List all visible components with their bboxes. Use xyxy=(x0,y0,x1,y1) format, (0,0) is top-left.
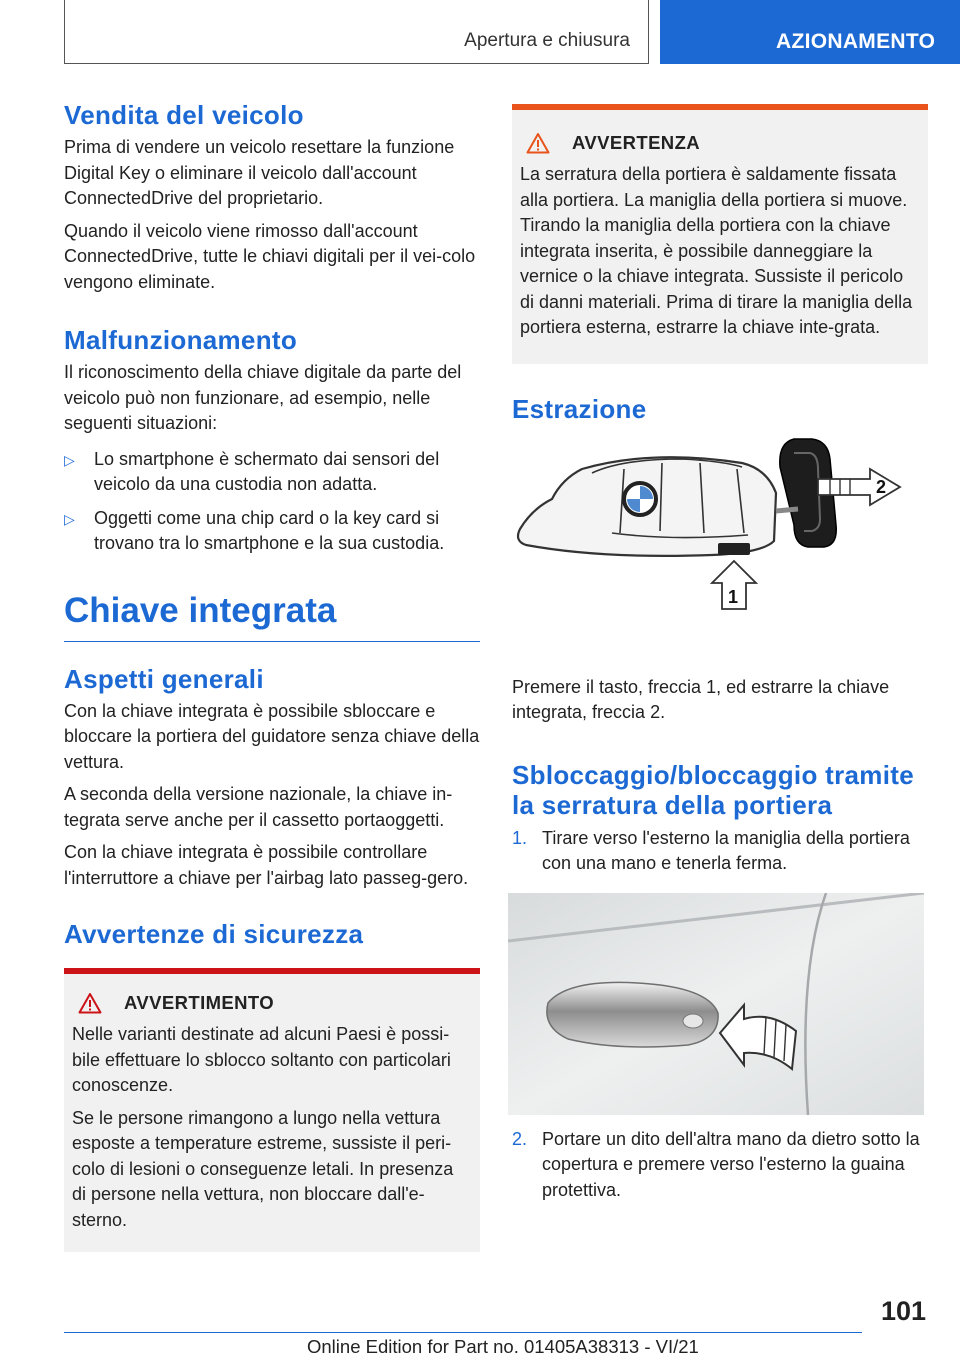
heading-sbloccaggio: Sbloccaggio/bloccaggio tramite la serratura della portiera xyxy=(512,759,914,820)
right-column xyxy=(512,104,928,1203)
arrow-1-label: 1 xyxy=(728,586,739,607)
warning-triangle-icon xyxy=(78,992,102,1014)
list-item: ▷ Oggetti come una chip card o la key card si trovano tra lo smartphone e la sua custodia. xyxy=(64,507,445,553)
vendita-paragraph-1: Prima di vendere un veicolo resettare la funzione Digital Key o eliminare il veicolo dall'account ConnectedDrive del proprietario. xyxy=(64,137,455,208)
footer-edition: Online Edition for Part no. 01405A38313 - VI/21 xyxy=(307,1336,699,1357)
notice-box xyxy=(512,104,928,364)
footer-divider xyxy=(64,1332,862,1333)
list-item: 2. Portare un dito dell'altra mano da dietro sotto la copertura e premere verso l'esterno la guaina protettiva. xyxy=(512,1128,920,1200)
malfunzionamento-paragraph: Il riconoscimento della chiave digitale da parte del veicolo può non funzionare, ad esempio, nelle seguenti situazioni: xyxy=(64,362,462,433)
heading-avvertenze: Avvertenze di sicurezza xyxy=(64,919,364,949)
arrow-1-icon xyxy=(712,561,756,609)
release-button xyxy=(718,543,750,555)
aspetti-paragraph-2: A seconda della versione nazionale, la chiave in‐tegrata serve anche per il cassetto portaoggetti. xyxy=(64,784,453,830)
chapter-title-chiave-integrata: Chiave integrata xyxy=(64,591,480,642)
header-section-title: Apertura e chiusura xyxy=(464,30,630,51)
heading-estrazione: Estrazione xyxy=(512,393,647,424)
page-number: 101 xyxy=(880,1296,926,1326)
malfunzionamento-list xyxy=(64,447,480,557)
steps-list-part-1 xyxy=(512,826,928,877)
left-column xyxy=(64,100,480,1252)
list-item: 1. Tirare verso l'esterno la maniglia della portiera con una mano e tenerla ferma. xyxy=(512,827,910,873)
arrow-2-label: 2 xyxy=(876,476,887,497)
warning-box xyxy=(64,968,480,1252)
warning-paragraph-2: Se le persone rimangono a lungo nella vettura esposte a temperature estreme, sussiste il peri‐colo di lesioni o conseguenze letali. In presenza di persone nella vettura, non bloccare dall'e‐sterno. xyxy=(72,1107,454,1230)
heading-aspetti-generali: Aspetti generali xyxy=(64,663,264,694)
warning-paragraph-1: Nelle varianti destinate ad alcuni Paesi è possi‐bile effettuare lo sblocco soltanto con particolari conoscenze. xyxy=(72,1024,451,1095)
aspetti-paragraph-1: Con la chiave integrata è possibile sbloccare e bloccare la portiera del guidatore senza chiave della vettura. xyxy=(64,700,480,772)
notice-paragraph: La serratura della portiera è saldamente fissata alla portiera. La maniglia della portiera si muove. Tirando la maniglia della portiera con la chiave integrata inserita, è possibile danneggiare la vernice o la chiave integrata. Sussiste il pericolo di danni materiali. Prima di tirare la maniglia della portiera esterna, estrarre la chiave inte‐grata. xyxy=(520,164,913,337)
heading-vendita: Vendita del veicolo xyxy=(64,100,304,130)
estrazione-paragraph: Premere il tasto, freccia 1, ed estrarre la chiave integrata, freccia 2. xyxy=(512,676,890,722)
door-handle-photo xyxy=(508,893,924,1115)
bmw-logo-icon xyxy=(624,483,656,515)
aspetti-paragraph-3: Con la chiave integrata è possibile controllare l'interruttore a chiave per l'airbag lato passeg‐gero. xyxy=(64,842,469,888)
vendita-paragraph-2: Quando il veicolo viene rimosso dall'account ConnectedDrive, tutte le chiavi digitali per il vei‐colo vengono eliminate. xyxy=(64,220,476,292)
triangle-bullet-icon: ▷ xyxy=(64,451,75,468)
header-chapter-tab: AZIONAMENTO xyxy=(660,0,960,64)
steps-list-part-2 xyxy=(512,1127,928,1204)
warning-triangle-icon xyxy=(526,132,550,154)
notice-title: AVVERTENZA xyxy=(572,132,701,153)
list-item: ▷ Lo smartphone è schermato dai sensori del veicolo da una custodia non adatta. xyxy=(64,448,440,494)
key-extraction-illustration xyxy=(512,429,928,629)
heading-malfunzionamento: Malfunzionamento xyxy=(64,325,298,355)
triangle-bullet-icon: ▷ xyxy=(64,510,75,527)
warning-title: AVVERTIMENTO xyxy=(124,992,275,1013)
